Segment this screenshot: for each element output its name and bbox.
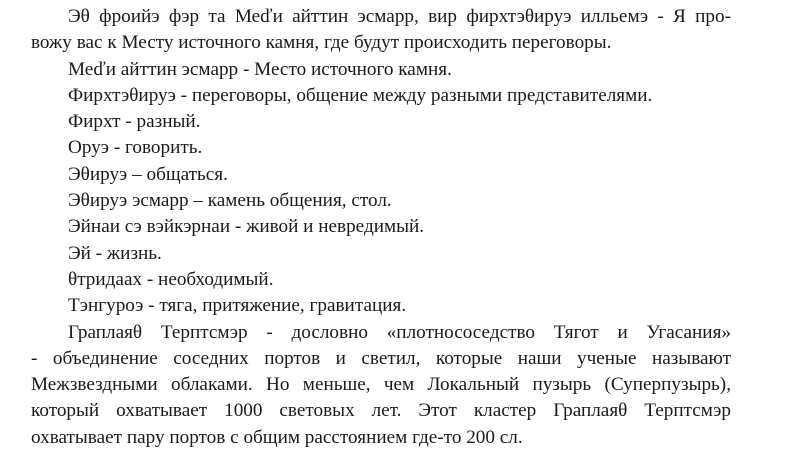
document-page <box>31 4 731 451</box>
text-line: который охватывает 1000 световых лет. Этот кластер Граплаяθ Терптсмэр <box>31 400 731 422</box>
glossary-entry <box>31 57 731 83</box>
text-line: Эйнаи сэ вэйкэрнаи - живой и невредимый. <box>68 216 425 238</box>
glossary-entry <box>31 188 731 214</box>
text-line: Тэнгуроэ - тяга, притяжение, гравитация. <box>68 295 407 317</box>
text-line: вожу вас к Месту источного камня, где будут происходить переговоры. <box>31 32 612 54</box>
text-line: Эθируэ – общаться. <box>68 163 228 185</box>
glossary-entry <box>31 135 731 161</box>
glossary-entry <box>31 83 731 109</box>
paragraph-cluster <box>31 320 731 451</box>
glossary-entry <box>31 214 731 240</box>
text-line: Эθируэ эсмарр – камень общения, стол. <box>68 190 392 212</box>
text-line: Фирхт - разный. <box>68 111 201 133</box>
paragraph-greeting <box>31 4 731 57</box>
glossary-entry <box>31 109 731 135</box>
text-line: Граплаяθ Терптсмэр - дословно «плотнососедство Тягот и Угасания» <box>68 321 731 343</box>
text-line: Эθ фроийэ фэр та Меďи айттин эсмарр, вир фирхтэθируэ илльемэ - Я про- <box>68 6 731 27</box>
glossary-entry <box>31 267 731 293</box>
text-line: - объединение соседних портов и светил, которые наши ученые называют <box>31 347 731 369</box>
text-line: Оруэ - говорить. <box>68 137 203 159</box>
text-line: охватывает пару портов с общим расстоянием где-то 200 сл. <box>31 426 523 448</box>
text-line: Меďи айттин эсмарр - Место источного камня. <box>68 58 452 80</box>
text-line: Межзвездными облаками. Но меньше, чем Локальный пузырь (Суперпузырь), <box>31 374 731 396</box>
text-line: Фирхтэθируэ - переговоры, общение между разными представителями. <box>68 84 653 106</box>
glossary-entry <box>31 241 731 267</box>
text-line: θтридаах - необходимый. <box>68 268 274 290</box>
glossary-entry <box>31 162 731 188</box>
text-line: Эй - жизнь. <box>68 242 162 264</box>
glossary-entry <box>31 293 731 319</box>
